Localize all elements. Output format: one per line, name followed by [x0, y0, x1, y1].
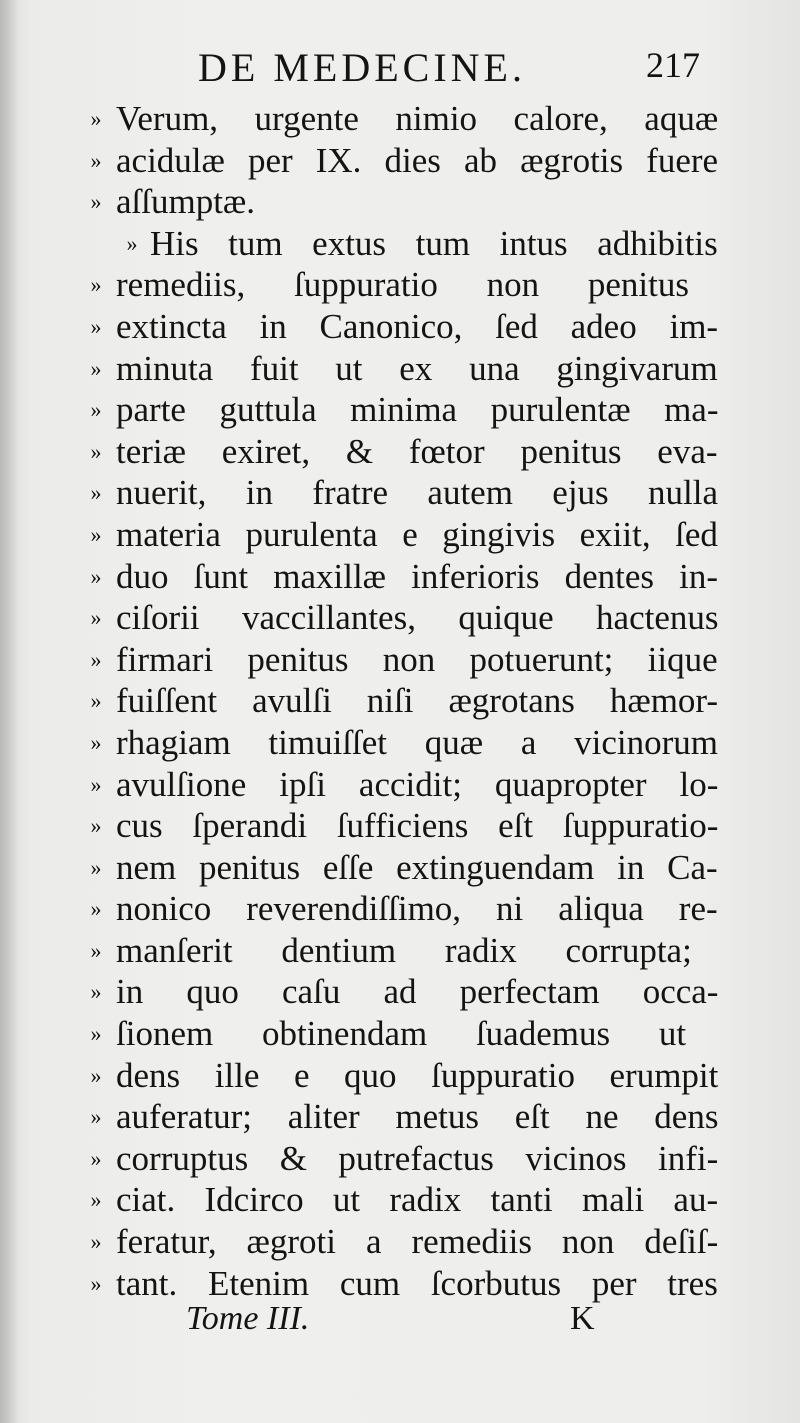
quote-mark: » [90, 813, 102, 839]
quote-mark: » [90, 189, 102, 215]
text-line [78, 971, 718, 1013]
quote-mark: » [90, 854, 102, 880]
line-text: His tum extus tum intus adhibitis [150, 223, 718, 263]
quote-mark: » [90, 521, 102, 547]
text-line [78, 556, 718, 598]
quote-mark: » [90, 147, 102, 173]
line-text: ciat. Idcirco ut radix tanti mali au- [116, 1180, 719, 1220]
quote-mark: » [90, 355, 102, 381]
line-text: extincta in Canonico, ſed adeo im- [116, 306, 719, 346]
line-text: tant. Etenim cum ſcorbutus per tres [116, 1263, 718, 1303]
text-line [78, 431, 718, 473]
line-text: avulſione ipſi accidit; quapropter lo- [116, 764, 719, 804]
text-line [78, 264, 718, 306]
line-text: corruptus & putrefactus vicinos infi- [116, 1138, 719, 1178]
line-text: duo ſunt maxillæ inferioris dentes in- [116, 556, 719, 596]
text-line [78, 597, 718, 639]
text-line [78, 223, 718, 265]
text-line [78, 140, 718, 182]
line-text: rhagiam timuiſſet quæ a vicinorum [116, 722, 719, 762]
line-text: fuiſſent avulſi niſi ægrotans hæmor- [116, 681, 719, 721]
line-text: dens ille e quo ſuppuratio erumpit [116, 1055, 719, 1095]
line-text: firmari penitus non potuerunt; iique [116, 639, 718, 679]
quote-mark: » [90, 771, 102, 797]
line-text: remediis, ſuppuratio non penitus [116, 265, 689, 305]
page-number: 217 [646, 45, 700, 85]
line-text: in quo caſu ad perfectam occa- [116, 972, 719, 1012]
text-line [78, 181, 718, 223]
running-head: DE MEDECINE. [198, 45, 526, 90]
text-line [78, 1096, 718, 1138]
quote-mark: » [90, 937, 102, 963]
volume-label: Tome III. [186, 1300, 310, 1337]
text-line [78, 472, 718, 514]
text-line [78, 514, 718, 556]
page-footer [150, 1300, 710, 1350]
text-line [78, 348, 718, 390]
text-line [78, 98, 718, 140]
text-line [78, 764, 718, 806]
line-text: manſerit dentium radix corrupta; [116, 930, 692, 970]
text-line [78, 1263, 718, 1305]
quote-mark: » [90, 480, 102, 506]
signature-mark: K [570, 1300, 595, 1337]
quote-mark: » [90, 1062, 102, 1088]
quote-mark: » [90, 646, 102, 672]
text-line [78, 930, 718, 972]
line-text: materia purulenta e gingivis exiit, ſed [116, 514, 718, 554]
quote-mark: » [90, 1145, 102, 1171]
quote-mark: » [90, 272, 102, 298]
quote-mark: » [90, 896, 102, 922]
line-text: ciſorii vaccillantes, quique hactenus [116, 598, 719, 638]
text-line [78, 306, 718, 348]
quote-mark: » [90, 1187, 102, 1213]
line-text: feratur, ægroti a remediis non deſiſ- [116, 1222, 719, 1262]
text-line [78, 1179, 718, 1221]
text-line [78, 680, 718, 722]
text-line [78, 847, 718, 889]
quote-mark: » [90, 563, 102, 589]
quote-mark: » [90, 1104, 102, 1130]
quote-mark: » [90, 979, 102, 1005]
line-text: cus ſperandi ſufficiens eſt ſuppuratio- [116, 806, 719, 846]
quote-mark: » [126, 230, 138, 256]
quote-mark: » [90, 1021, 102, 1047]
line-text: nonico reverendiſſimo, ni aliqua re- [116, 889, 718, 929]
line-text: nuerit, in fratre autem ejus nulla [116, 473, 719, 513]
quote-mark: » [90, 313, 102, 339]
text-line [78, 1138, 718, 1180]
quote-mark: » [90, 1270, 102, 1296]
quote-mark: » [90, 729, 102, 755]
line-text: acidulæ per IX. dies ab ægrotis fuere [116, 140, 719, 180]
line-text: parte guttula minima purulentæ ma- [116, 390, 719, 430]
line-text: teriæ exiret, & fœtor penitus eva- [116, 431, 718, 471]
line-text: nem penitus eſſe extinguendam in Ca- [116, 847, 718, 887]
quote-mark: » [90, 397, 102, 423]
line-text: Verum, urgente nimio calore, aquæ [116, 99, 719, 138]
line-text: auferatur; aliter metus eſt ne dens [116, 1097, 719, 1137]
line-text: ſionem obtinendam ſuademus ut [116, 1014, 687, 1054]
text-line [78, 888, 718, 930]
binding-shadow [0, 0, 18, 1423]
text-line [78, 389, 718, 431]
page-header [150, 40, 710, 100]
quote-mark: » [90, 1229, 102, 1255]
quote-mark: » [90, 106, 102, 131]
quote-mark: » [90, 605, 102, 631]
line-text: aſſumptæ. [116, 182, 256, 222]
line-text: minuta fuit ut ex una gingivarum [116, 348, 718, 388]
text-line [78, 805, 718, 847]
text-line [78, 1055, 718, 1097]
body-text [78, 98, 718, 1304]
quote-mark: » [90, 688, 102, 714]
text-line [78, 722, 718, 764]
text-line [78, 1221, 718, 1263]
text-line [78, 1013, 718, 1055]
quote-mark: » [90, 438, 102, 464]
text-line [78, 639, 718, 681]
